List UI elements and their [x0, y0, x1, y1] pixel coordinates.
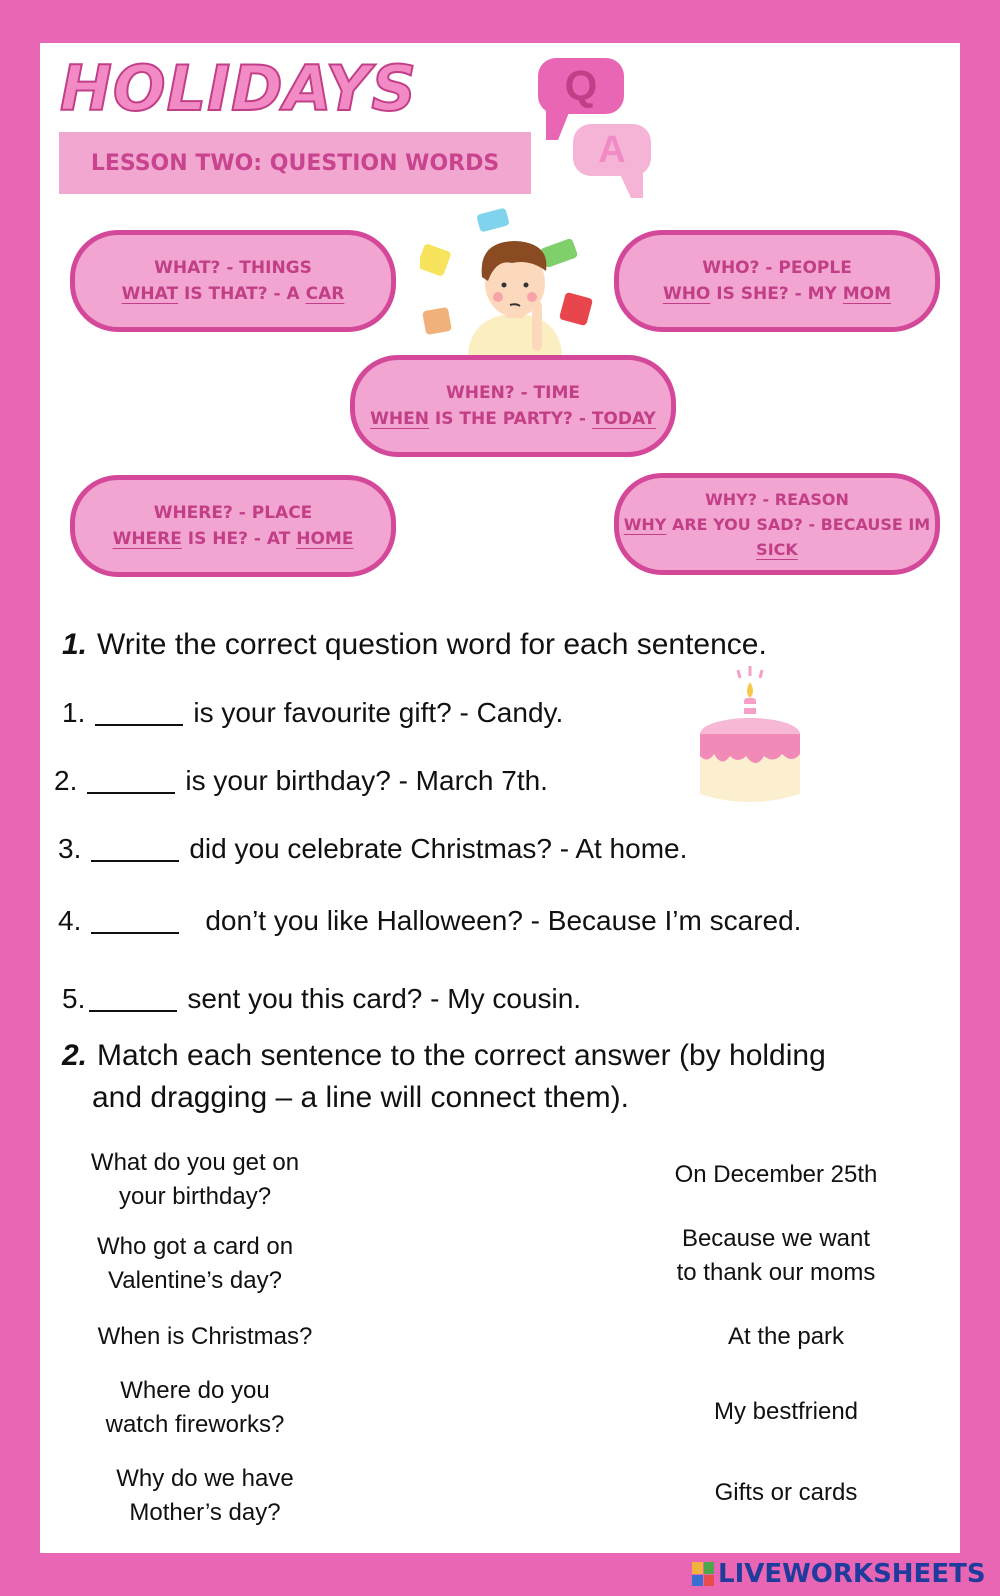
- exercise-1-item: 3. did you celebrate Christmas? - At home.: [58, 833, 688, 864]
- card-heading: WHY? - REASON: [705, 489, 849, 509]
- exercise-1-heading: 1. Write the correct question word for each sentence.: [62, 628, 767, 661]
- puzzle-piece-icon: [420, 243, 452, 277]
- boy-shirt: [468, 313, 562, 355]
- q-speech-bubble-icon: Q: [538, 58, 624, 114]
- answer-blank-input[interactable]: [89, 1009, 177, 1012]
- page-title: HOLIDAYS: [60, 52, 418, 125]
- exercise-2-heading: 2. Match each sentence to the correct answer (by holding and dragging – a line will connect them).: [62, 1039, 826, 1114]
- match-question-item[interactable]: When is Christmas?: [97, 1323, 313, 1350]
- answer-blank-input[interactable]: [95, 723, 183, 726]
- card-example: WHAT IS THAT? - A CAR: [121, 284, 345, 304]
- liveworksheets-badge-icon: [692, 1562, 714, 1586]
- match-question-item[interactable]: Why do we have Mother’s day?: [116, 1465, 294, 1526]
- match-question-item[interactable]: Who got a card on Valentine’s day?: [96, 1233, 294, 1294]
- card-example: WHO IS SHE? - MY MOM: [662, 284, 892, 304]
- card-heading: WHERE? - PLACE: [153, 503, 313, 523]
- exercise-1-item: 2. is your birthday? - March 7th.: [54, 765, 548, 796]
- liveworksheets-logo: [692, 1556, 986, 1592]
- exercise-1-item: 5. sent you this card? - My cousin.: [62, 983, 582, 1014]
- question-word-card-what: [70, 230, 396, 332]
- card-example: WHY ARE YOU SAD? - BECAUSE IM SICK: [623, 514, 931, 559]
- card-example: WHERE IS HE? - AT HOME: [112, 529, 354, 549]
- puzzle-piece-icon: [476, 207, 510, 232]
- answer-blank-input[interactable]: [91, 931, 179, 934]
- puzzle-piece-icon: [422, 307, 452, 335]
- brand-name: LIVEWORKSHEETS: [718, 1559, 986, 1589]
- card-heading: WHEN? - TIME: [445, 383, 581, 403]
- lesson-subtitle: LESSON TWO: QUESTION WORDS: [59, 132, 531, 194]
- birthday-cake-icon: [696, 664, 806, 814]
- question-word-card-why: [614, 473, 940, 575]
- question-word-card-where: [70, 475, 396, 577]
- answer-blank-input[interactable]: [87, 791, 175, 794]
- question-word-card-when: [350, 355, 676, 457]
- exercise-1-item: 1. is your favourite gift? - Candy.: [62, 697, 564, 728]
- question-word-card-who: [614, 230, 940, 332]
- match-answer-item[interactable]: My bestfriend: [713, 1398, 859, 1425]
- a-speech-bubble-icon: A: [573, 124, 651, 176]
- exercise-1-item: 4. don’t you like Halloween? - Because I’m scared.: [58, 905, 802, 936]
- boy-hand: [532, 301, 542, 351]
- match-answer-item[interactable]: Because we want to thank our moms: [676, 1225, 876, 1286]
- match-question-item[interactable]: What do you get on your birthday?: [90, 1149, 300, 1210]
- card-example: WHEN IS THE PARTY? - TODAY: [370, 409, 656, 429]
- match-answer-item[interactable]: At the park: [727, 1323, 845, 1350]
- match-answer-item[interactable]: On December 25th: [674, 1161, 878, 1188]
- answer-blank-input[interactable]: [91, 859, 179, 862]
- card-heading: WHAT? - THINGS: [154, 258, 312, 278]
- match-answer-item[interactable]: Gifts or cards: [714, 1479, 858, 1506]
- card-heading: WHO? - PEOPLE: [702, 258, 852, 278]
- puzzle-piece-icon: [559, 292, 593, 326]
- match-question-item[interactable]: Where do you watch fireworks?: [105, 1377, 285, 1438]
- thinking-boy-illustration: [420, 205, 610, 355]
